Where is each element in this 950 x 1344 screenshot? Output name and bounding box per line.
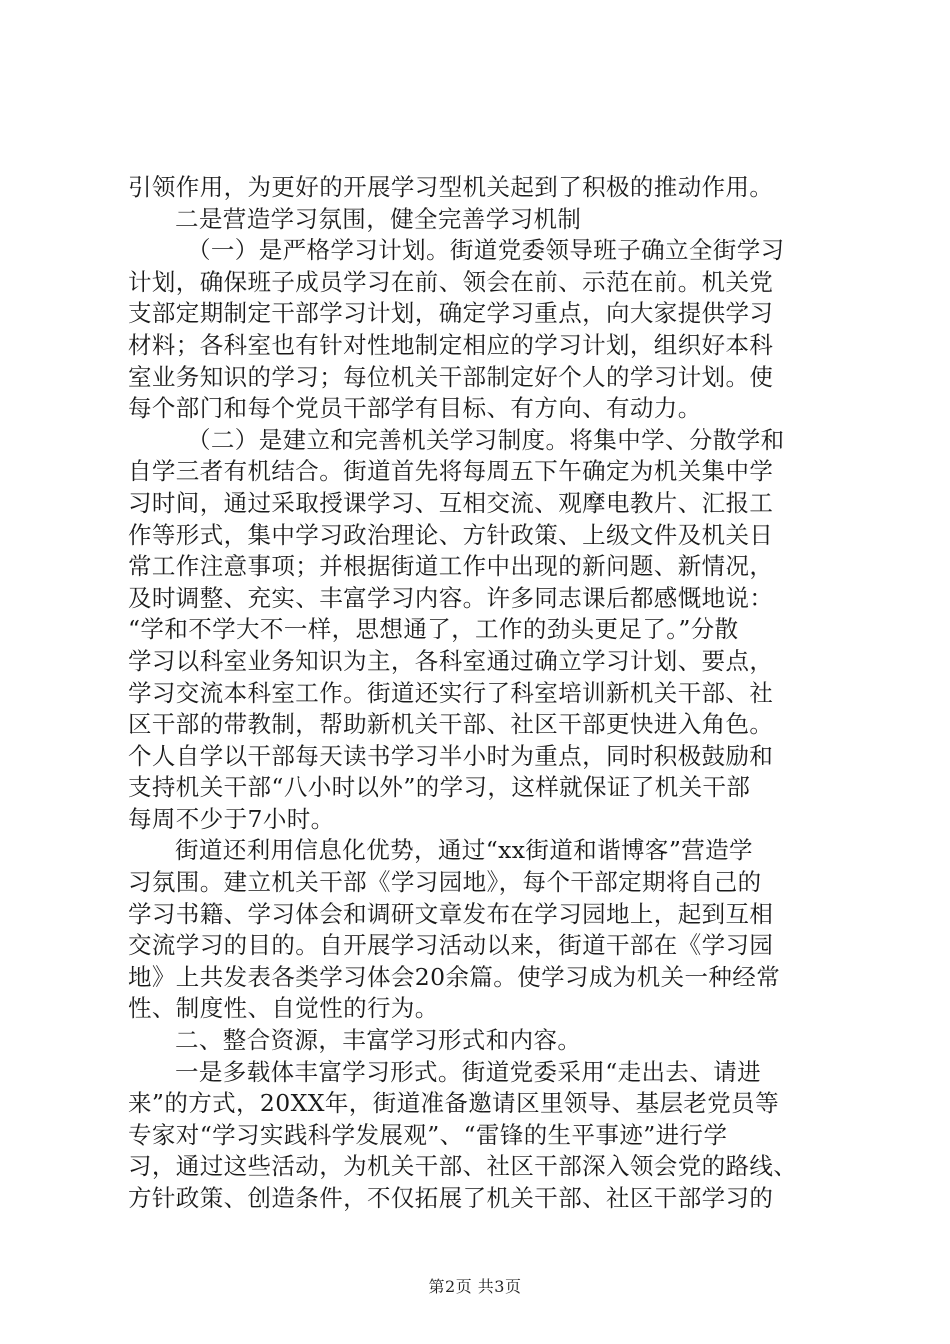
- text-line: 材料；各科室也有针对性地制定相应的学习计划，组织好本科: [128, 330, 774, 359]
- text-line: 支持机关干部“八小时以外”的学习，这样就保证了机关干部: [128, 773, 751, 802]
- page-footer: 第2页 共3页: [428, 1277, 522, 1296]
- text-line: 专家对“学习实践科学发展观”、“雷锋的生平事迹”进行学: [128, 1120, 728, 1149]
- text-line: 方针政策、创造条件，不仅拓展了机关干部、社区干部学习的: [128, 1184, 774, 1212]
- text-line: 每周不少于7小时。: [128, 804, 335, 833]
- text-line: 习，通过这些活动，为机关干部、社区干部深入领会党的路线、: [128, 1152, 798, 1181]
- text-line: “学和不学大不一样，思想通了，工作的劲头更足了。”分散: [128, 615, 739, 644]
- text-line: 学习交流本科室工作。街道还实行了科室培训新机关干部、社: [128, 678, 774, 707]
- text-line: 学习以科室业务知识为主，各科室通过确立学习计划、要点，: [128, 646, 774, 675]
- text-line: 来”的方式，20XX年，街道准备邀请区里领导、基层老党员等: [128, 1089, 779, 1118]
- text-line: 区干部的带教制，帮助新机关干部、社区干部更快进入角色。: [128, 710, 774, 739]
- document-body: [128, 172, 840, 1215]
- text-line: 二是营造学习氛围，健全完善学习机制: [175, 204, 582, 233]
- text-line: 每个部门和每个党员干部学有目标、有方向、有动力。: [128, 394, 702, 423]
- text-line: 引领作用，为更好的开展学习型机关起到了积极的推动作用。: [128, 173, 774, 201]
- text-line: 二、整合资源，丰富学习形式和内容。: [175, 1026, 582, 1055]
- text-line: 计划，确保班子成员学习在前、领会在前、示范在前。机关党: [128, 267, 774, 296]
- text-line: 常工作注意事项；并根据街道工作中出现的新问题、新情况，: [128, 552, 774, 581]
- text-line: （一）是严格学习计划。街道党委领导班子确立全街学习: [187, 236, 785, 265]
- text-line: 性、制度性、自觉性的行为。: [128, 994, 439, 1023]
- text-line: 个人自学以干部每天读书学习半小时为重点，同时积极鼓励和: [128, 741, 774, 770]
- text-line: 习氛围。建立机关干部《学习园地》，每个干部定期将自己的: [128, 868, 762, 897]
- text-line: 习时间，通过采取授课学习、互相交流、观摩电教片、汇报工: [128, 488, 774, 517]
- text-line: 室业务知识的学习；每位机关干部制定好个人的学习计划。使: [128, 362, 774, 391]
- text-line: 支部定期制定干部学习计划，确定学习重点，向大家提供学习: [128, 299, 774, 328]
- text-line: 地》上共发表各类学习体会20余篇。使学习成为机关一种经常: [128, 962, 781, 991]
- text-line: 一是多载体丰富学习形式。街道党委采用“走出去、请进: [175, 1057, 762, 1086]
- text-line: 及时调整、充实、丰富学习内容。许多同志课后都感慨地说：: [128, 583, 774, 612]
- text-line: 作等形式，集中学习政治理论、方针政策、上级文件及机关日: [128, 520, 774, 549]
- text-line: 学习书籍、学习体会和调研文章发布在学习园地上，起到互相: [128, 899, 774, 928]
- text-line: （二）是建立和完善机关学习制度。将集中学、分散学和: [187, 425, 785, 454]
- text-line: 街道还利用信息化优势，通过“xx街道和谐博客”营造学: [175, 836, 753, 865]
- text-line: 自学三者有机结合。街道首先将每周五下午确定为机关集中学: [128, 457, 774, 486]
- text-line: 交流学习的目的。自开展学习活动以来，街道干部在《学习园: [128, 931, 774, 960]
